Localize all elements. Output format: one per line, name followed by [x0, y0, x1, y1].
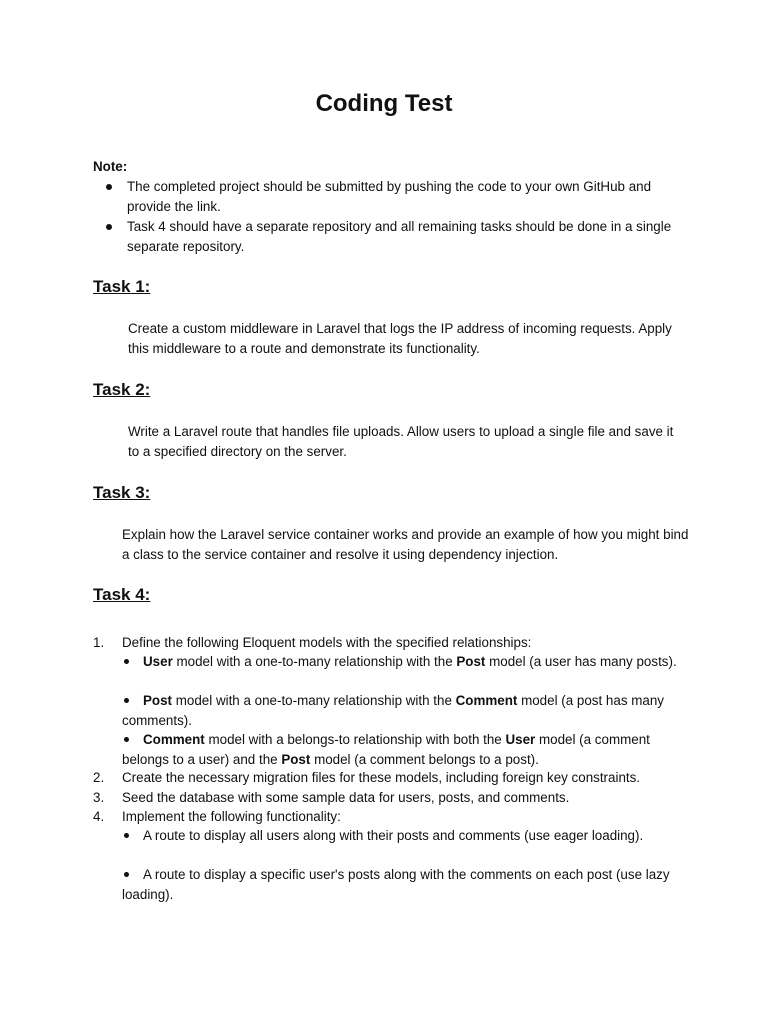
bullet-icon — [124, 833, 129, 838]
sub-text: model with a belongs-to relationship with both the — [204, 732, 506, 747]
model-name: Post — [143, 693, 173, 708]
sub-item-user-model — [122, 652, 682, 672]
sub-item-lazy-route — [122, 865, 682, 904]
task-1-heading: Task 1: — [93, 277, 151, 296]
bullet-icon — [124, 872, 129, 877]
sub-text: model (a user has many posts). — [485, 654, 677, 669]
bullet-icon — [124, 659, 129, 664]
model-name: User — [505, 732, 536, 747]
task-2-text: Write a Laravel route that handles file uploads. Allow users to upload a single file and save it to a specified directory on the server. — [128, 424, 674, 459]
task-4-heading: Task 4: — [93, 585, 151, 604]
item-text: Seed the database with some sample data for users, posts, and comments. — [122, 790, 570, 805]
sub-text: A route to display all users along with their posts and comments (use eager loading). — [143, 828, 644, 843]
note-item: Task 4 should have a separate repository and all remaining tasks should be done in a single separate repository. — [127, 217, 677, 256]
sub-item-eager-route — [122, 826, 682, 846]
item-number: 3. — [93, 790, 105, 805]
model-name: Post — [281, 751, 311, 767]
sub-text: model (a comment belongs to a post). — [310, 751, 539, 767]
note-item: The completed project should be submitted by pushing the code to your own GitHub and provide the link. — [127, 177, 677, 216]
task-4-item — [93, 768, 683, 788]
sub-text: model with a one-to-many relationship with the — [172, 693, 456, 708]
task-4-item — [93, 633, 683, 653]
task-4-item — [93, 807, 683, 827]
task-3-heading: Task 3: — [93, 483, 151, 502]
task-1-text: Create a custom middleware in Laravel that logs the IP address of incoming requests. Apply this middleware to a route and demonstrate its functionality. — [128, 321, 672, 356]
item-number: 2. — [93, 770, 105, 785]
item-text: Define the following Eloquent models with the specified relationships: — [122, 635, 532, 650]
note-list — [127, 177, 677, 256]
item-number: 1. — [93, 635, 105, 650]
task-2-heading: Task 2: — [93, 380, 151, 399]
task-4-item — [93, 788, 683, 808]
sub-item-comment-model — [122, 730, 682, 769]
page-title: Coding Test — [315, 90, 453, 117]
sub-item-post-model — [122, 691, 682, 730]
bullet-icon — [124, 737, 129, 742]
model-name: User — [143, 654, 173, 669]
bullet-icon — [124, 698, 129, 703]
sub-text: model (a post has many comments). — [122, 693, 664, 728]
item-text: Create the necessary migration files for these models, including foreign key constraints. — [122, 770, 641, 785]
sub-text: model with a one-to-many relationship with the — [172, 654, 457, 669]
note-label: Note: — [93, 159, 128, 174]
model-name: Post — [456, 654, 486, 669]
model-name: Comment — [455, 693, 518, 708]
sub-text: model (a comment belongs to a user) and the — [122, 732, 650, 767]
item-number: 4. — [93, 809, 105, 824]
sub-text: A route to display a specific user's posts along with the comments on each post (use lazy loading). — [122, 867, 670, 902]
item-text: Implement the following functionality: — [122, 809, 341, 824]
task-3-text: Explain how the Laravel service container works and provide an example of how you might bind a class to the service container and resolve it using dependency injection. — [122, 527, 689, 562]
model-name: Comment — [143, 732, 205, 747]
